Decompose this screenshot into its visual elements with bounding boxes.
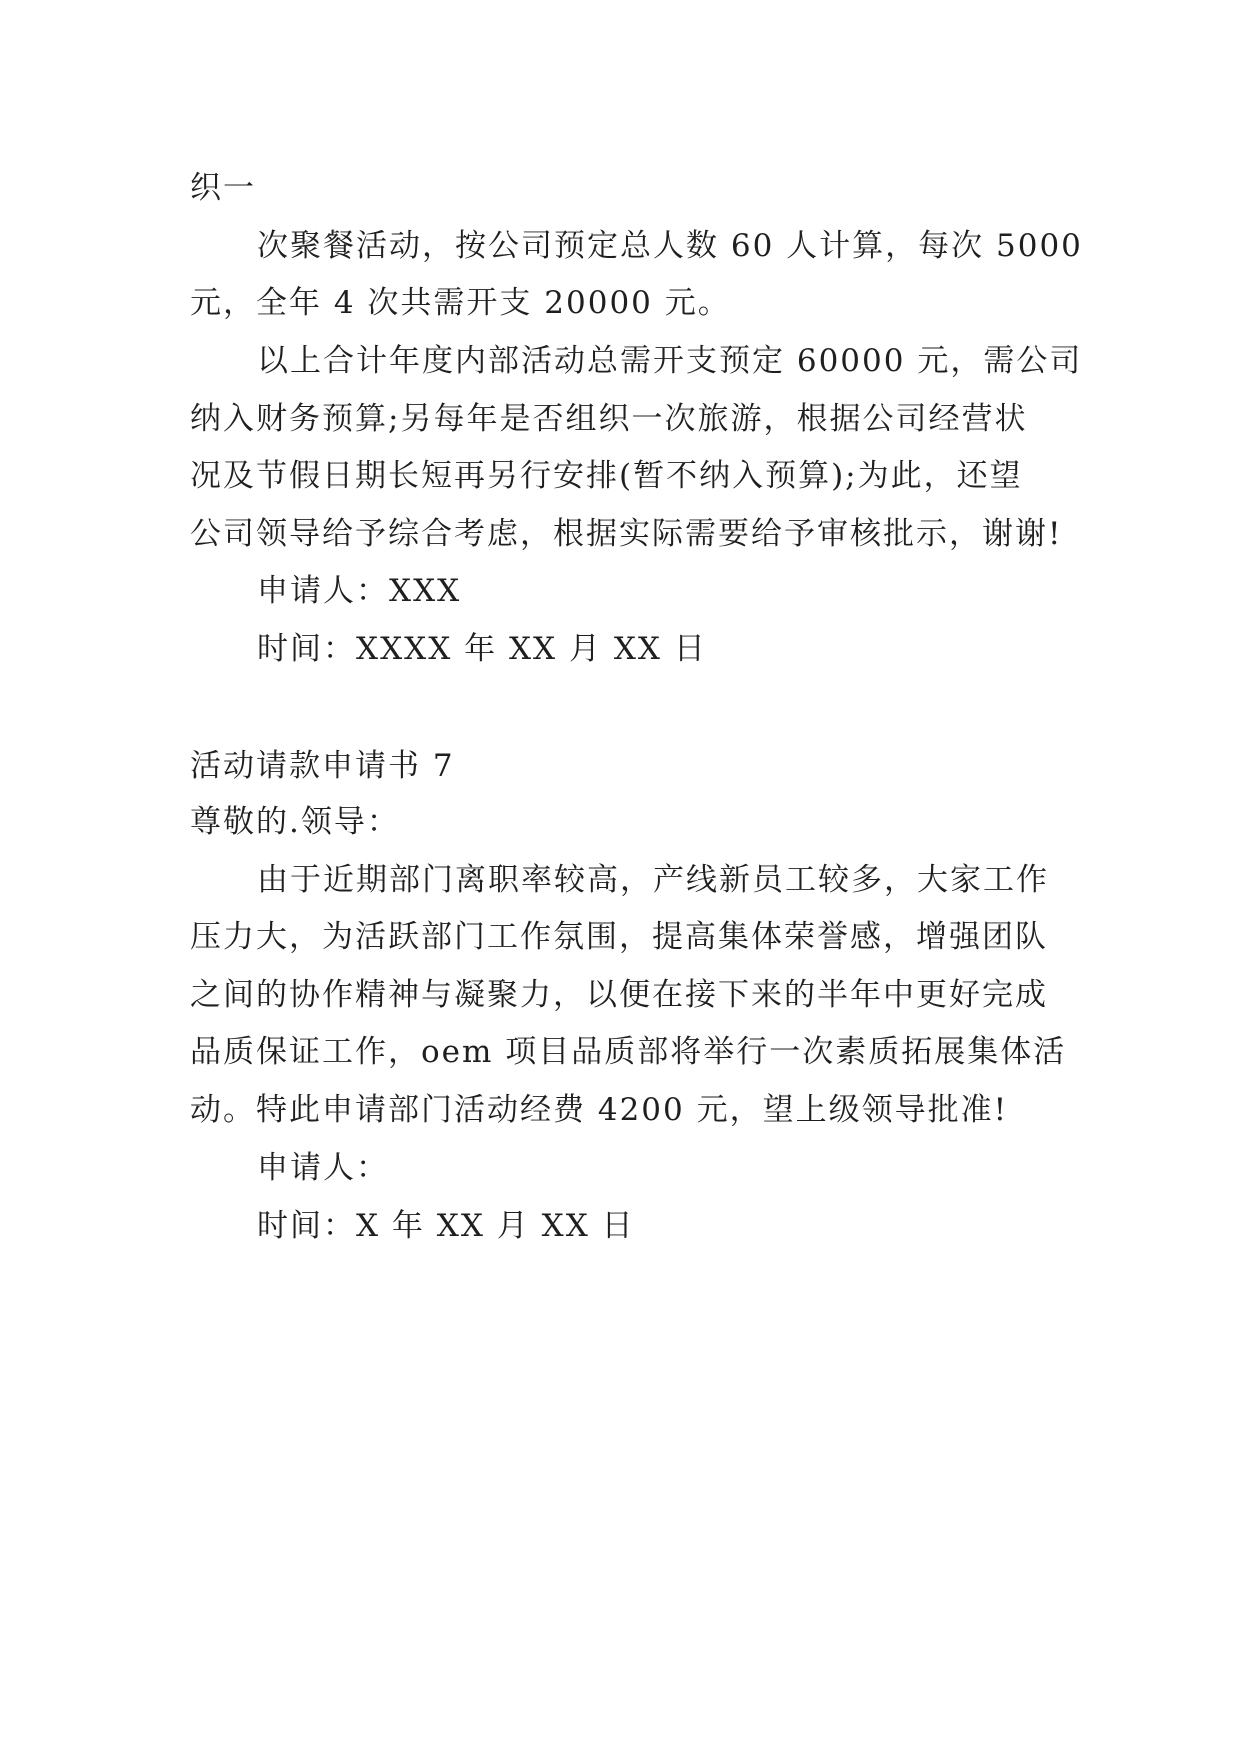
text-line: 动。特此申请部门活动经费 4200 元，望上级领导批准!: [190, 1092, 1009, 1128]
text-line: 压力大，为活跃部门工作氛围，提高集体荣誉感，增强团队: [190, 919, 1048, 955]
date-line: 时间：X 年 XX 月 XX 日: [257, 1208, 635, 1244]
text-line: 况及节假日期长短再另行安排(暂不纳入预算);为此，还望: [190, 458, 1023, 494]
salutation: 尊敬的.领导：: [190, 804, 400, 840]
text-line: 公司领导给予综合考虑，根据实际需要给予审核批示，谢谢!: [190, 516, 1063, 552]
applicant-line: 申请人：: [257, 1150, 389, 1186]
text-line: 品质保证工作，oem 项目品质部将举行一次素质拓展集体活: [190, 1034, 1067, 1070]
date-line: 时间：XXXX 年 XX 月 XX 日: [257, 631, 707, 667]
text-line: 元，全年 4 次共需开支 20000 元。: [190, 285, 731, 321]
text-line: 纳入财务预算;另每年是否组织一次旅游，根据公司经营状: [190, 401, 1028, 437]
text-line: 次聚餐活动，按公司预定总人数 60 人计算，每次 5000: [257, 228, 1083, 264]
section-title: 活动请款申请书 7: [190, 748, 455, 784]
text-line: 以上合计年度内部活动总需开支预定 60000 元，需公司: [257, 343, 1083, 379]
text-line: 之间的协作精神与凝聚力，以便在接下来的半年中更好完成: [190, 977, 1048, 1013]
text-line: 织一: [190, 170, 256, 206]
applicant-line: 申请人：XXX: [257, 573, 462, 609]
text-line: 由于近期部门离职率较高，产线新员工较多，大家工作: [257, 862, 1049, 898]
